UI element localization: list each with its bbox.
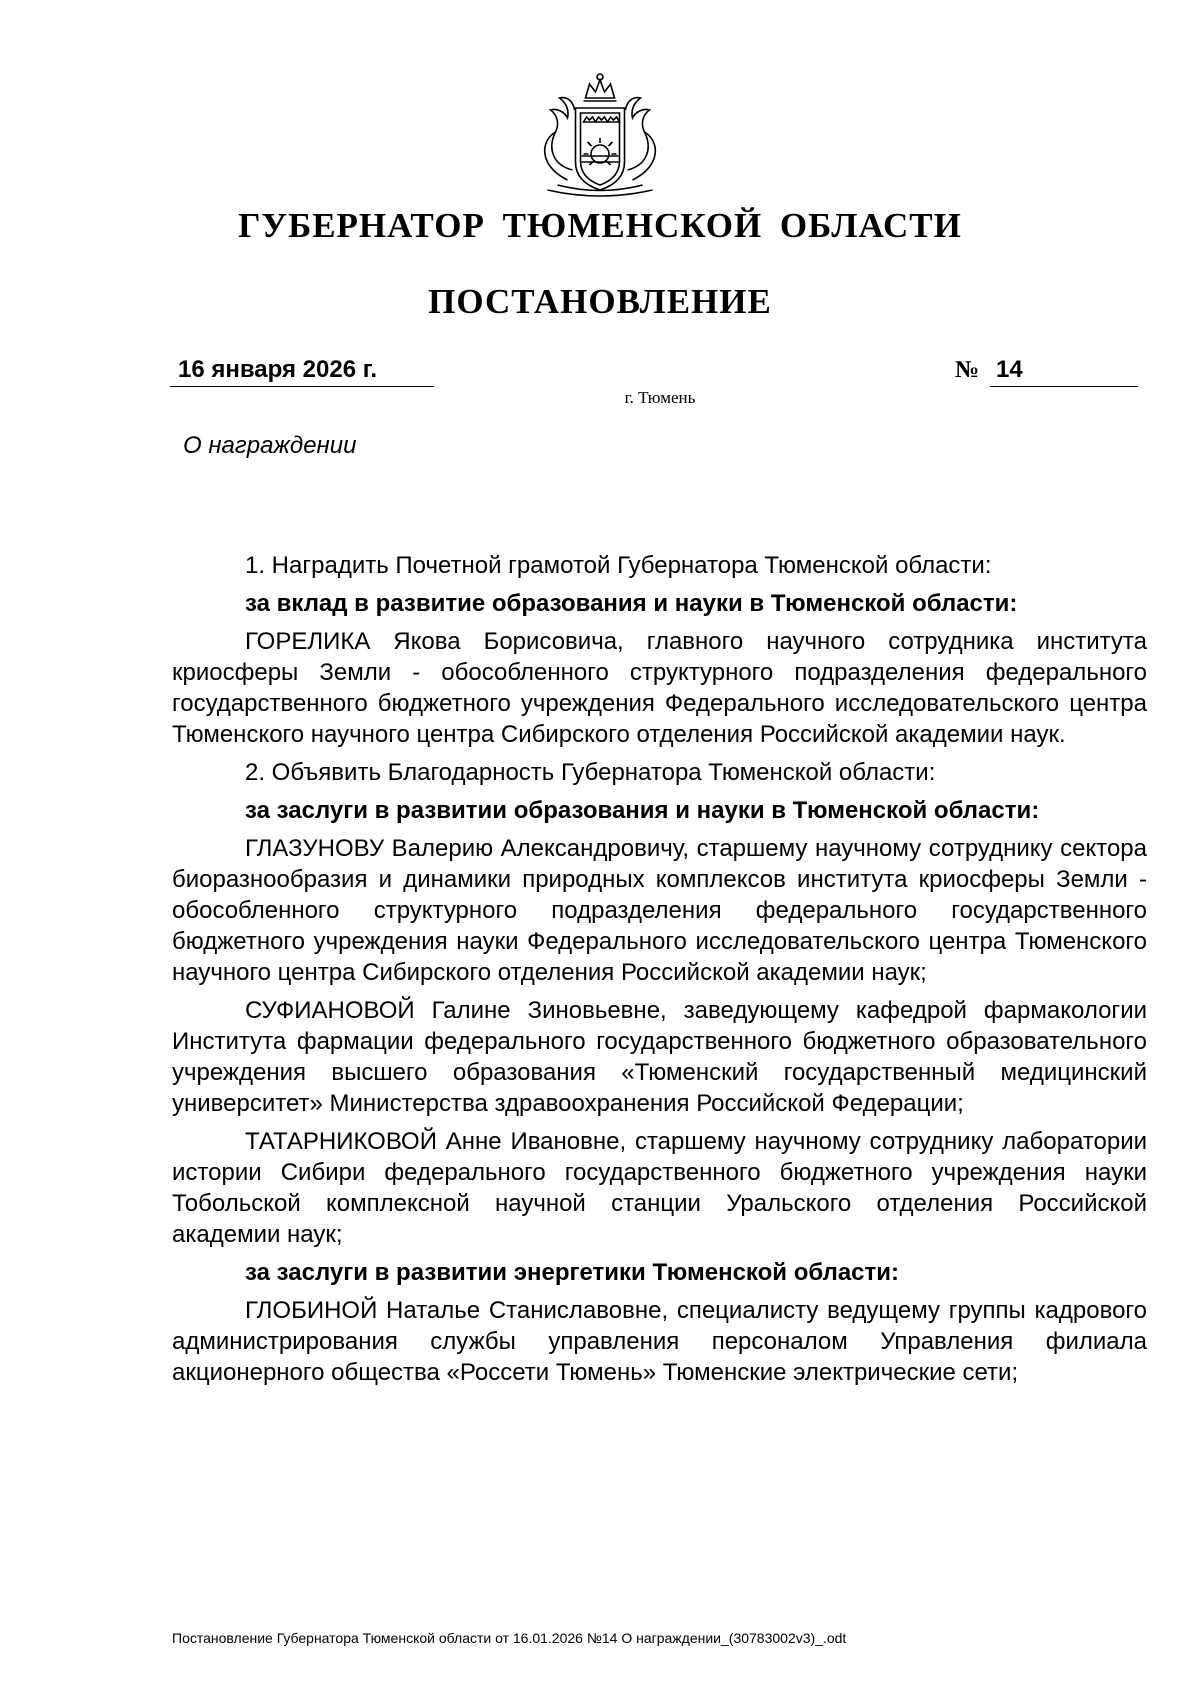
paragraph-awardee: ГЛАЗУНОВУ Валерию Александровичу, старшему научному сотруднику сектора биоразнообразия и динамики природных комплексов института криосферы Земли - обособленного структурного подразделения федерального государственного бюджетного учреждения науки Федерального исследовательского центра Тюменского научного центра Сибирского отделения Российской академии наук; (172, 835, 1147, 986)
section-heading: за заслуги в развитии образования и науки в Тюменской области: (245, 797, 1040, 824)
paragraph-gratitude-clause: 2. Объявить Благодарность Губернатора Тюменской области: (245, 759, 936, 786)
paragraph-awardee: СУФИАНОВОЙ Галине Зиновьевне, заведующему кафедрой фармакологии Института фармации федерального государственного бюджетного образовательного учреждения высшего образования «Тюменский государственный медицинский университет» Министерства здравоохранения Российской Федерации; (172, 997, 1147, 1117)
coat-of-arms-icon (518, 70, 683, 205)
document-number: 14 (990, 353, 1138, 387)
issuing-authority: ГУБЕРНАТОР ТЮМЕНСКОЙ ОБЛАСТИ (238, 206, 962, 245)
paragraph-awardee: ГОРЕЛИКА Якова Борисовича, главного научного сотрудника института криосферы Земли - обособленного структурного подразделения федерального государственного бюджетного учреждения Федерального исследовательского центра Тюменского научного центра Сибирского отделения Российской академии наук. (172, 628, 1147, 748)
section-heading: за вклад в развитие образования и науки в Тюменской области: (245, 590, 1018, 617)
paragraph-awardee: ГЛОБИНОЙ Наталье Станиславовне, специалисту ведущему группы кадрового администрирования службы управления персоналом Управления филиала акционерного общества «Россети Тюмень» Тюменские электрические сети; (172, 1297, 1147, 1386)
file-footer: Постановление Губернатора Тюменской области от 16.01.2026 №14 О награждении_(30783002v3)_.odt (172, 1630, 847, 1646)
paragraph-awardee: ТАТАРНИКОВОЙ Анне Ивановне, старшему научному сотруднику лаборатории истории Сибири федерального государственного бюджетного учреждения науки Тобольской комплексной научной станции Уральского отделения Российской академии наук; (172, 1128, 1147, 1248)
document-type: ПОСТАНОВЛЕНИЕ (428, 282, 772, 321)
city-label: г. Тюмень (624, 388, 696, 407)
document-body (172, 550, 1147, 1395)
section-heading: за заслуги в развитии энергетики Тюменской области: (245, 1259, 900, 1286)
document-subject: О награждении (183, 432, 357, 459)
number-sign: № (955, 357, 980, 383)
document-date: 16 января 2026 г. (170, 353, 434, 387)
paragraph-award-clause: 1. Наградить Почетной грамотой Губернатора Тюменской области: (245, 552, 992, 579)
